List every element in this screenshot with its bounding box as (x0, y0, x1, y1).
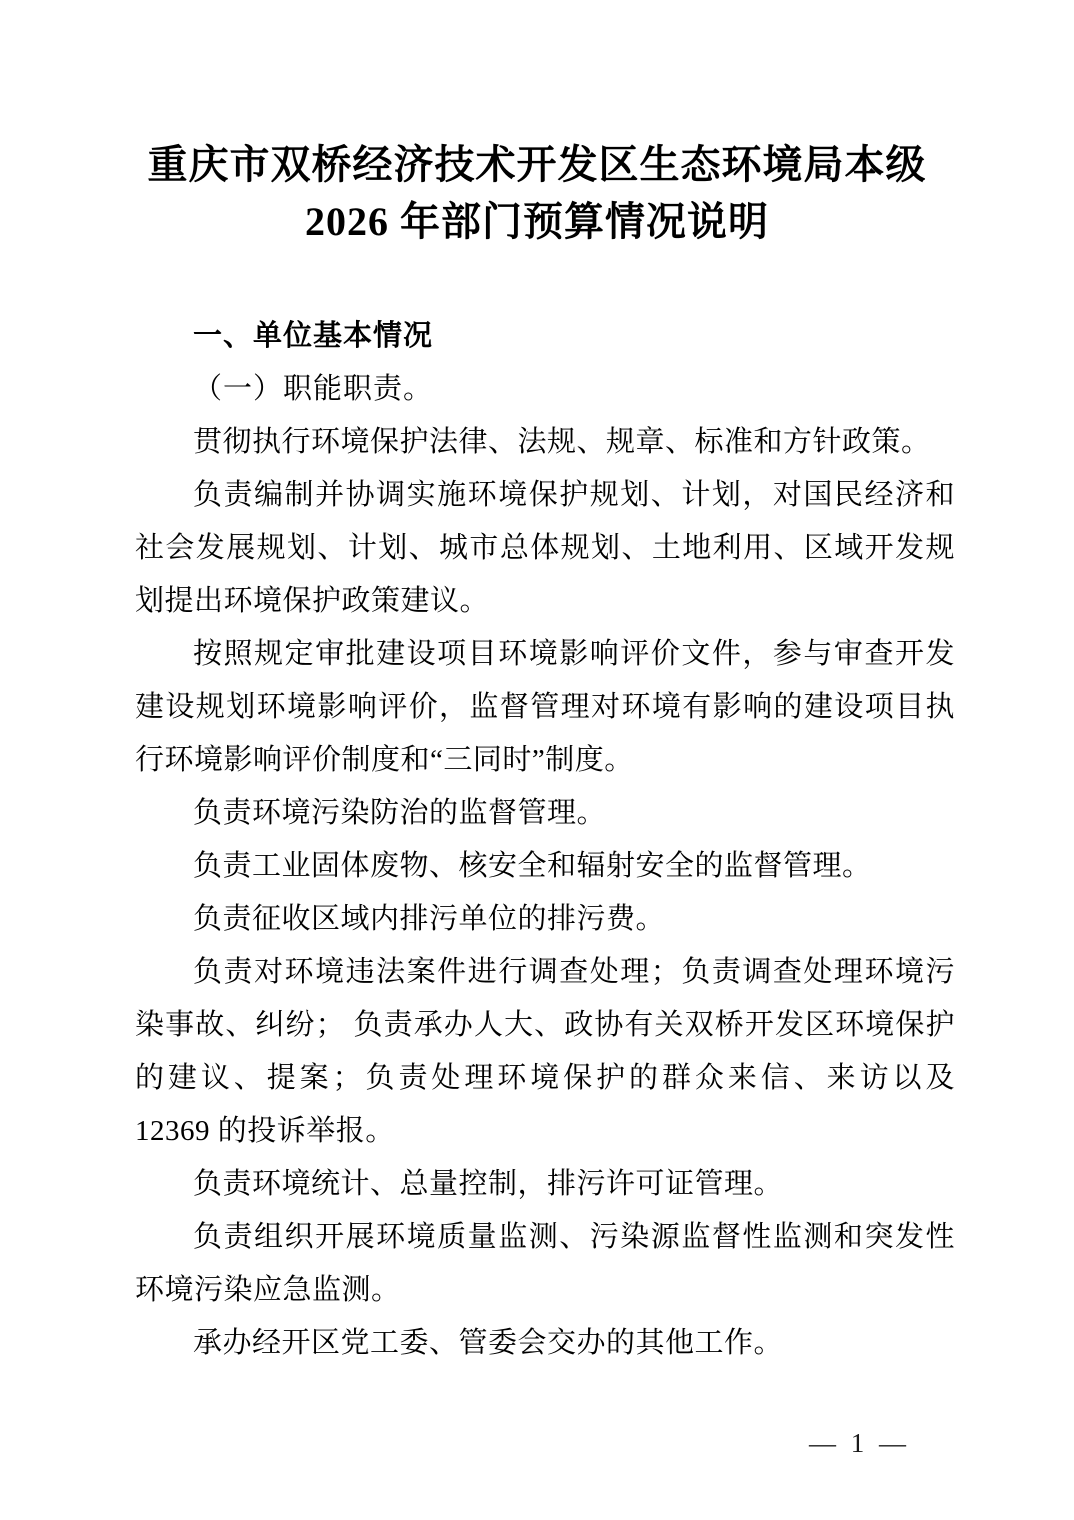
paragraph-planning-coordination: 负责编制并协调实施环境保护规划、计划，对国民经济和社会发展规划、计划、城市总体规划、土地利用、区域开发规划提出环境保护政策建议。 (135, 479, 955, 617)
document-title-line-1: 重庆市双桥经济技术开发区生态环境局本级 (147, 142, 927, 187)
paragraph-statistics-permits: 负责环境统计、总量控制，排污许可证管理。 (193, 1168, 784, 1200)
paragraph-pollution-prevention: 负责环境污染防治的监督管理。 (193, 797, 607, 829)
page-number: — 1 — (809, 1428, 910, 1458)
paragraph-violation-investigation: 负责对环境违法案件进行调查处理；负责调查处理环境污染事故、纠纷； 负责承办人大、政协有关双桥开发区环境保护的建议、提案；负责处理环境保护的群众来信、来访以及 12369 的投诉举报。 (135, 956, 955, 1147)
paragraph-policy-implementation: 贯彻执行环境保护法律、法规、规章、标准和方针政策。 (193, 426, 931, 458)
paragraph-discharge-fees: 负责征收区域内排污单位的排污费。 (193, 903, 666, 935)
section-heading-basic-info: 一、单位基本情况 (193, 320, 434, 352)
document-title-line-2: 2026 年部门预算情况说明 (305, 199, 769, 244)
document-body (135, 310, 955, 1370)
subsection-heading-duties: （一）职能职责。 (193, 373, 434, 405)
document-title (80, 136, 994, 250)
paragraph-solid-waste-radiation: 负责工业固体废物、核安全和辐射安全的监督管理。 (193, 850, 872, 882)
paragraph-other-tasks: 承办经开区党工委、管委会交办的其他工作。 (193, 1327, 784, 1359)
paragraph-eia-approval: 按照规定审批建设项目环境影响评价文件，参与审查开发建设规划环境影响评价，监督管理对环境有影响的建设项目执行环境影响评价制度和“三同时”制度。 (135, 638, 955, 776)
paragraph-monitoring: 负责组织开展环境质量监测、污染源监督性监测和突发性环境污染应急监测。 (135, 1221, 955, 1306)
